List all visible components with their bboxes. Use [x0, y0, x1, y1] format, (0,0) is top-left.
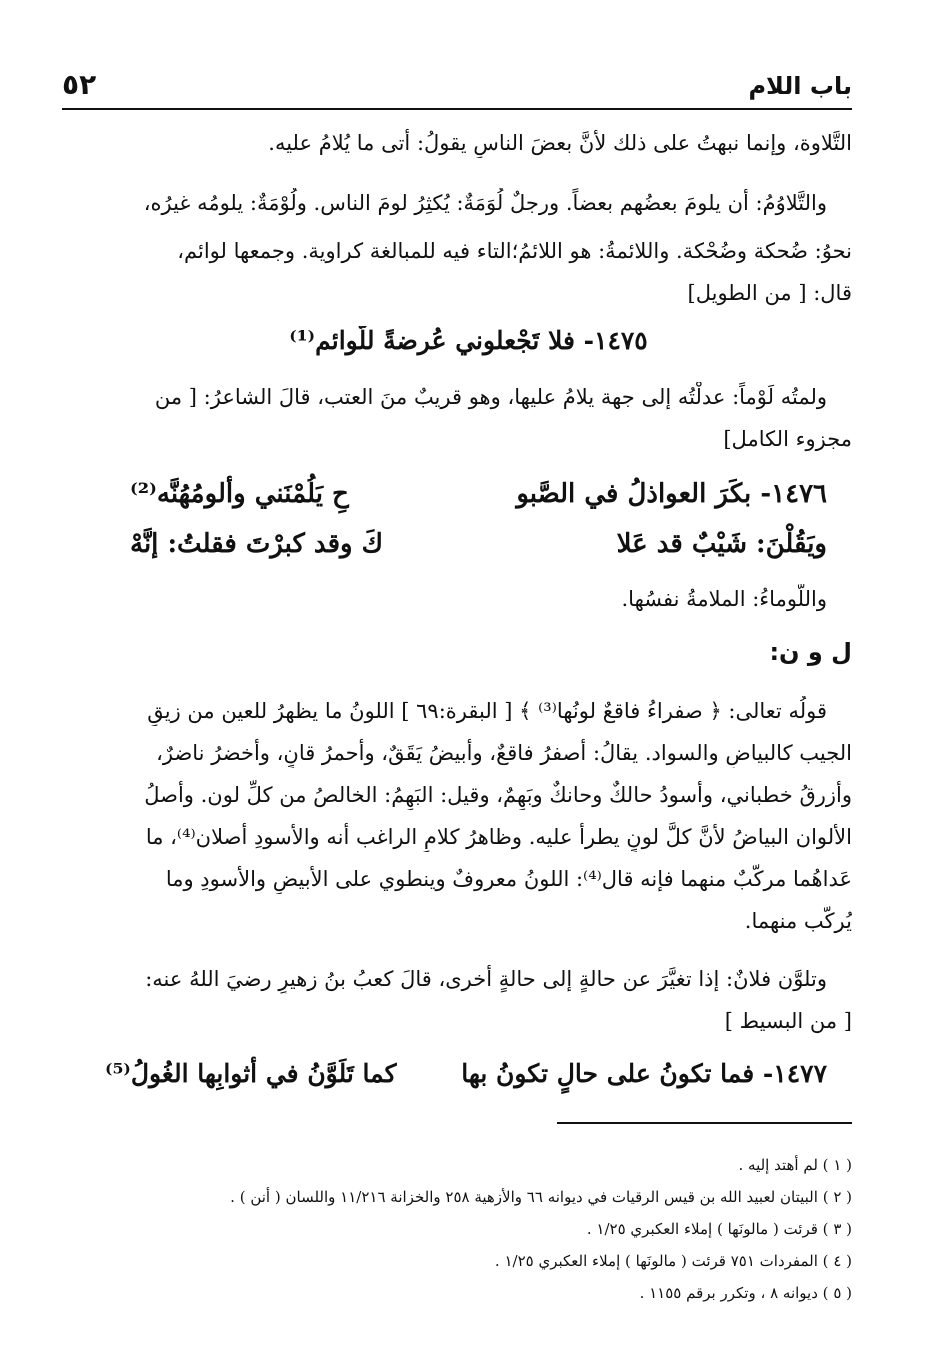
text-line: وتلوَّن فلانٌ: إذا تغيَّرَ عن حالةٍ إلى حالةٍ أخرى، قالَ كعبُ بنُ زهيرٍ رضيَ اللهُ عنه: [145, 967, 827, 991]
chapter-title: باب اللام [748, 72, 852, 100]
text-line: الألوان البياضُ لأنَّ كلَّ لونٍ يطرأ عليه. وظاهرُ كلامِ الراغب أنه والأسودِ أصلان⁽⁴⁾، ما [145, 825, 852, 849]
footnote-divider [557, 1122, 852, 1124]
text-line: عَداهُما مركَّبٌ منهما فإنه قال⁽⁴⁾: اللونُ معروفٌ وينطوي على الأبيضِ والأسودِ وما [165, 867, 852, 891]
text-line: نحوُ: ضُحكة وضُحْكة. واللائمةُ: هو اللائمُ؛التاء فيه للمبالغة كراوية. وجمعها لوائم، [177, 239, 852, 263]
footnote-3: ( ٣ ) قرئت ( مالونَها ) إملاء العكبري ١/٢٥ . [586, 1220, 852, 1238]
text-line: مجزوء الكامل] [723, 427, 852, 451]
verse-1477-hemistich-1: ١٤٧٧- فما تكونُ على حالٍ تكونُ بها [461, 1059, 827, 1088]
verse-1476-hemistich-1: ١٤٧٦- بكَرَ العواذلُ في الصَّبو [516, 479, 827, 509]
verse-1475: ١٤٧٥- فلا تَجْعلوني عُرضةً للّوائمِ⁽¹⁾ [289, 326, 648, 355]
text-line: والتَّلاوُمُ: أن يلومَ بعضُهم بعضاً. ورجلٌ لُوَمَةٌ: يُكثِرُ لومَ الناس. ولُوْمَةٌ: يلومُه غيرُه، [143, 191, 827, 215]
text-line: وأزرقُ خطباني، وأسودُ حالكٌ وحانكٌ وبَهِمٌ، وقيل: البَهِمُ: الخالصُ من كلِّ لون. وأصلُ [144, 783, 852, 807]
verse-1476b-hemistich-2: كَ وقد كبرْتَ فقلتُ: إنَّهْ [130, 529, 384, 559]
footnote-5: ( ٥ ) ديوانه ٨ ، وتكرر برقم ١١٥٥ . [639, 1284, 852, 1302]
text-line: [ من البسيط ] [724, 1009, 852, 1033]
text-line: قولُه تعالى: ﴿ صفراءُ فاقعٌ لونُها⁽³⁾ ﴾ [ البقرة:٦٩ ] اللونُ ما يظهرُ للعين من زيقِ [147, 699, 827, 723]
text-line: ولمتُه لَوْماً: عدلْتُه إلى جهة يلامُ عليها، وهو قريبٌ منَ العتب، قالَ الشاعرُ: [ من [154, 385, 827, 409]
footnote-1: ( ١ ) لم أهتد إليه . [738, 1156, 852, 1174]
text-line: قال: [ من الطويل] [687, 281, 852, 305]
verse-1476-hemistich-2: حِ يَلُمْنَني وألومُهُنَّه⁽²⁾ [130, 479, 349, 509]
page-header [62, 68, 852, 110]
text-line: واللَّوماءُ: الملامةُ نفسُها. [621, 587, 827, 611]
text-line: التَّلاوة، وإنما نبهتُ على ذلك لأنَّ بعضَ الناسِ يقولُ: أتى ما يُلامُ عليه. [268, 131, 852, 155]
verse-1476b-hemistich-1: ويَقُلْنَ: شَيْبٌ قد عَلا [616, 529, 827, 559]
verse-1477-hemistich-2: كما تَلَوَّنُ في أثوابِها الغُولُ⁽⁵⁾ [105, 1059, 397, 1088]
footnote-4: ( ٤ ) المفردات ٧٥١ قرئت ( مالونَها ) إملاء العكبري ١/٢٥ . [494, 1252, 852, 1270]
entry-heading: ل و ن: [769, 638, 852, 666]
text-line: الجيب كالبياضِ والسواد. يقالُ: أصفرُ فاقعٌ، وأبيضُ يَقَقٌ، وأحمرُ قانٍ، وأخضرُ ناضرٌ، [156, 741, 852, 765]
page-number: ٥٢ [62, 68, 97, 101]
footnote-2: ( ٢ ) البيتان لعبيد الله بن قيس الرقيات في ديوانه ٦٦ والأزهية ٢٥٨ والخزانة ١١/٢١٦ واللسان ( أنن ) . [230, 1188, 852, 1206]
text-line: يُركَّب منهما. [744, 909, 852, 933]
